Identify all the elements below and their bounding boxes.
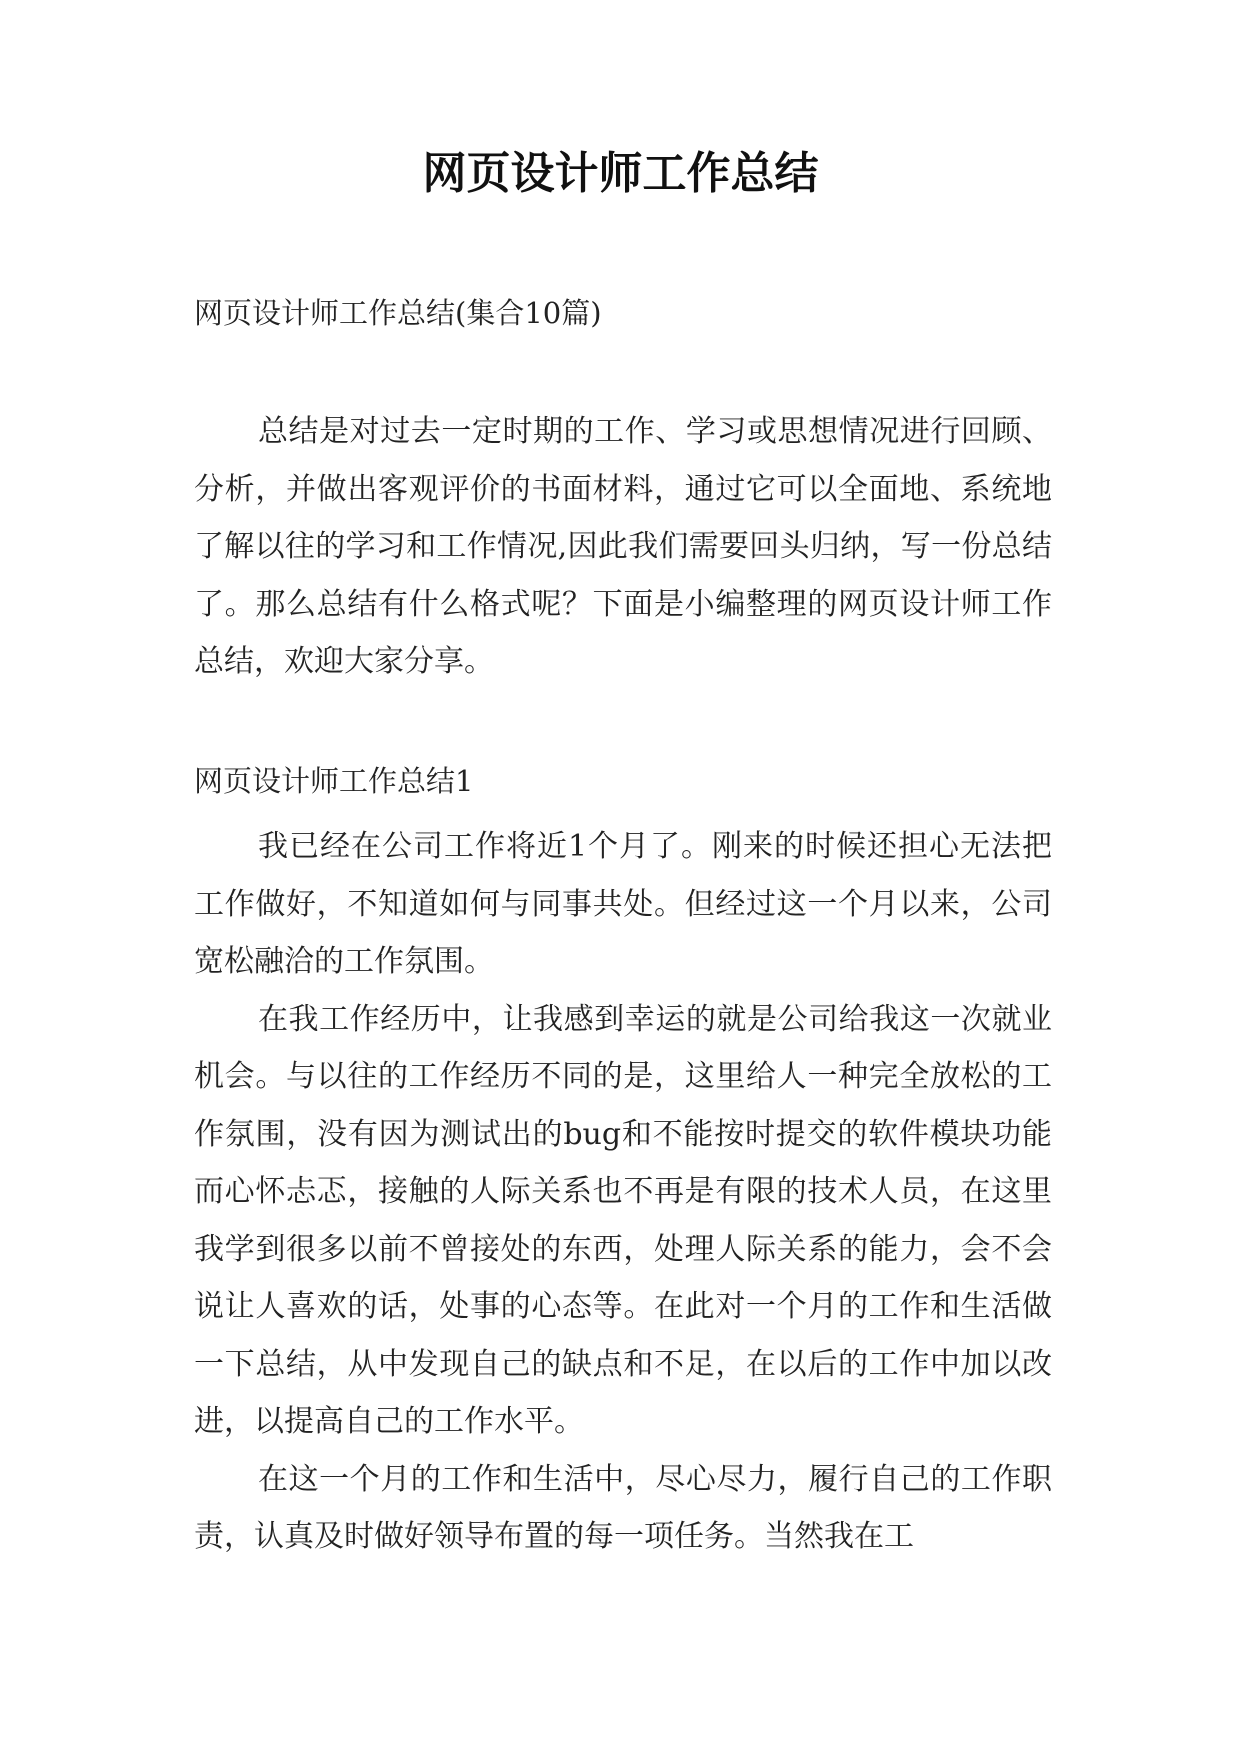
- section-heading: 网页设计师工作总结1: [194, 764, 474, 798]
- intro-block: [194, 403, 1052, 691]
- body-paragraph: 我已经在公司工作将近1个月了。刚来的时候还担心无法把工作做好，不知道如何与同事共处。但经过这一个月以来，公司宽松融洽的工作氛围。: [194, 829, 1052, 979]
- document-title: 网页设计师工作总结: [422, 148, 819, 199]
- body-paragraph: 在我工作经历中，让我感到幸运的就是公司给我这一次就业机会。与以往的工作经历不同的是，这里给人一种完全放松的工作氛围，没有因为测试出的bug和不能按时提交的软件模块功能而心怀忐忑，接触的人际关系也不再是有限的技术人员，在这里我学到很多以前不曾接处的东西，处理人际关系的能力，会不会说让人喜欢的话，处事的心态等。在此对一个月的工作和生活做一下总结，从中发现自己的缺点和不足，在以后的工作中加以改进，以提高自己的工作水平。: [194, 1001, 1052, 1439]
- section-body: [194, 818, 1052, 1566]
- body-paragraph: 在这一个月的工作和生活中，尽心尽力，履行自己的工作职责，认真及时做好领导布置的每一项任务。当然我在工: [194, 1461, 1052, 1554]
- document-subtitle: 网页设计师工作总结(集合10篇): [194, 296, 602, 330]
- intro-paragraph: 总结是对过去一定时期的工作、学习或思想情况进行回顾、分析，并做出客观评价的书面材料，通过它可以全面地、系统地了解以往的学习和工作情况,因此我们需要回头归纳，写一份总结了。那么总结有什么格式呢？下面是小编整理的网页设计师工作总结，欢迎大家分享。: [194, 414, 1052, 679]
